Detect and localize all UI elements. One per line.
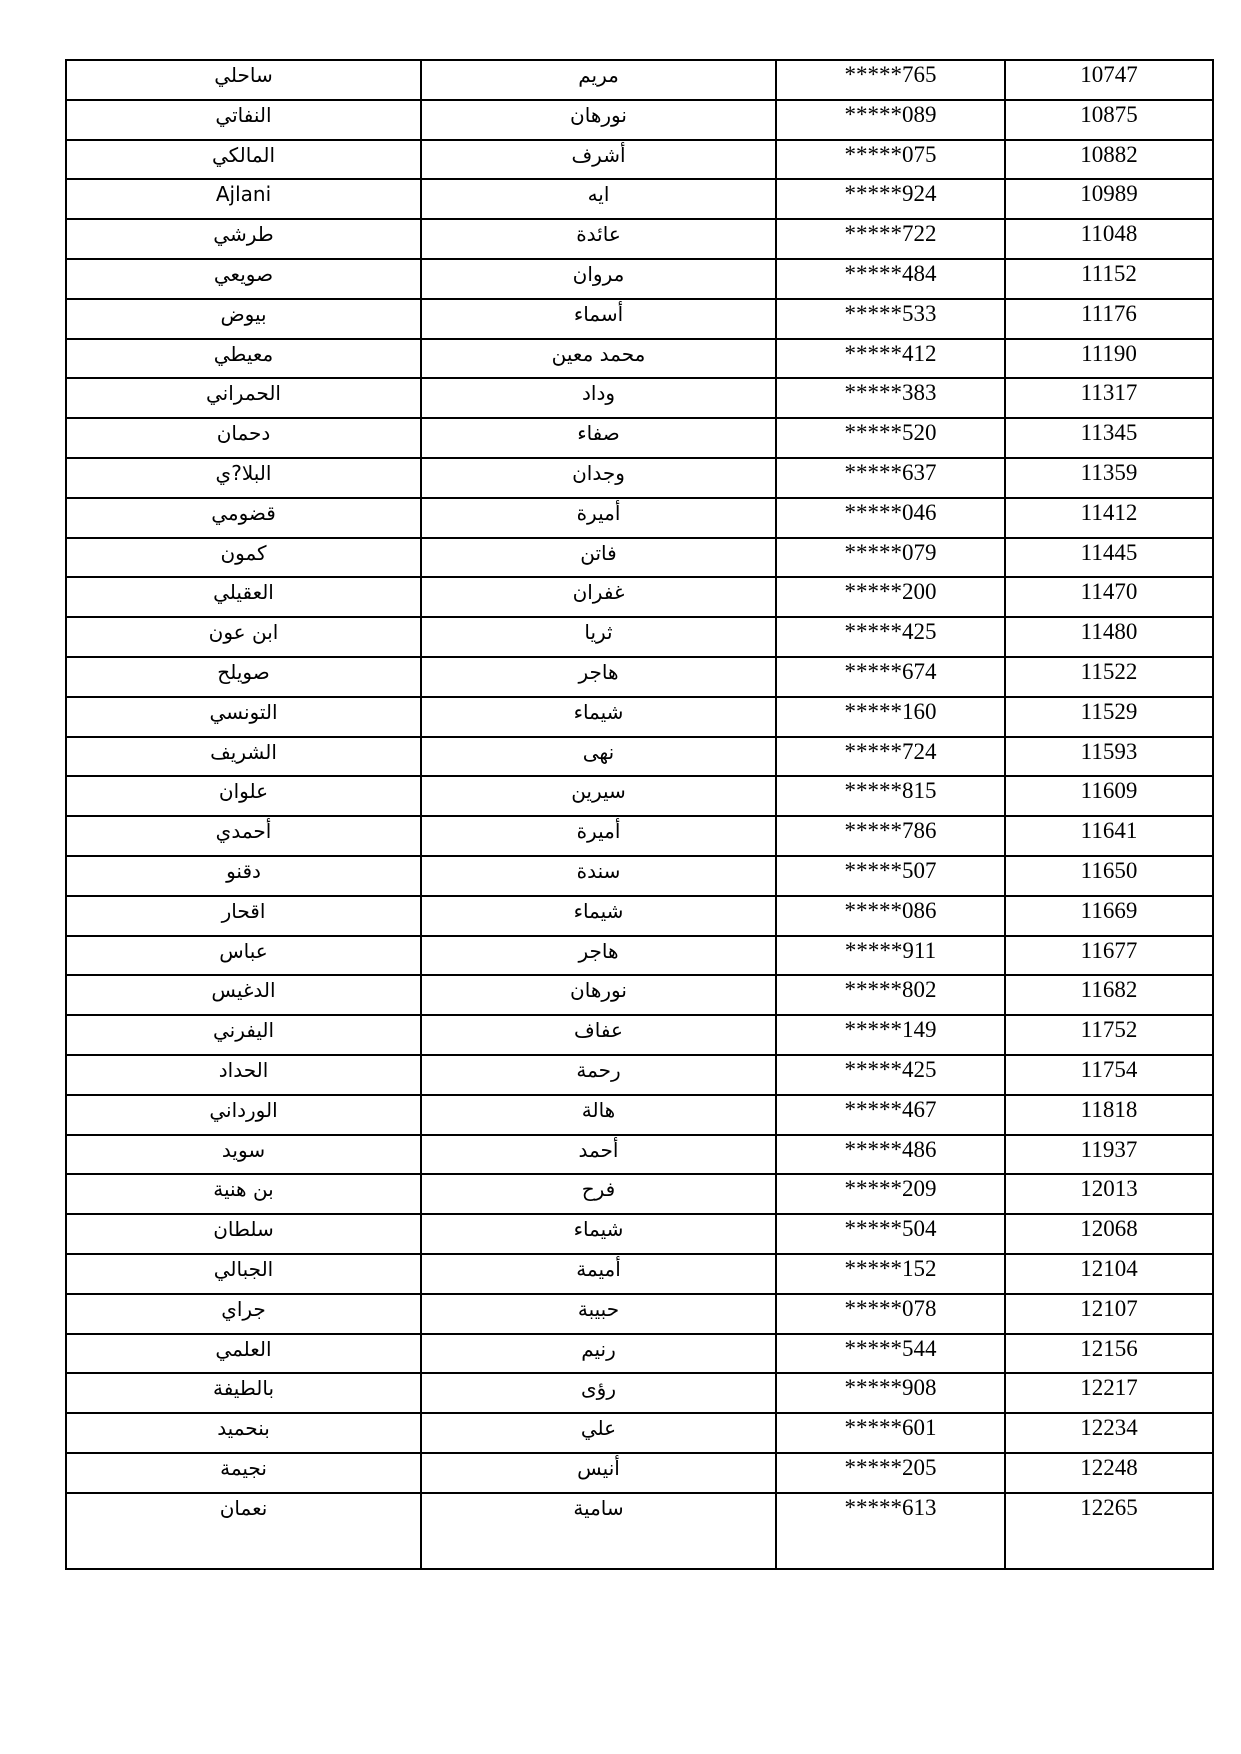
record-number-cell: 11048 — [1005, 219, 1213, 259]
last-name-cell: الشريف — [66, 737, 421, 777]
record-number-cell: 10747 — [1005, 60, 1213, 100]
masked-id-cell: *****149 — [776, 1015, 1005, 1055]
masked-id-cell: *****911 — [776, 936, 1005, 976]
masked-id-cell: *****908 — [776, 1373, 1005, 1413]
last-name-cell: الجبالي — [66, 1254, 421, 1294]
last-name-cell: معيطي — [66, 339, 421, 379]
last-name-cell: المالكي — [66, 140, 421, 180]
first-name-cell: ثريا — [421, 617, 776, 657]
last-name-cell: البلا?ي — [66, 458, 421, 498]
masked-id-cell: *****544 — [776, 1334, 1005, 1374]
record-number-cell: 12217 — [1005, 1373, 1213, 1413]
table-row — [66, 936, 1213, 976]
table-row — [66, 339, 1213, 379]
table-row — [66, 140, 1213, 180]
last-name-cell: صويعي — [66, 259, 421, 299]
first-name-cell: رحمة — [421, 1055, 776, 1095]
record-number-cell: 11677 — [1005, 936, 1213, 976]
record-number-cell: 12104 — [1005, 1254, 1213, 1294]
record-number-cell: 10875 — [1005, 100, 1213, 140]
first-name-cell: مريم — [421, 60, 776, 100]
first-name-cell: أميرة — [421, 816, 776, 856]
first-name-cell: غفران — [421, 577, 776, 617]
masked-id-cell: *****160 — [776, 697, 1005, 737]
table-row — [66, 617, 1213, 657]
first-name-cell: وجدان — [421, 458, 776, 498]
table-row — [66, 776, 1213, 816]
masked-id-cell: *****079 — [776, 538, 1005, 578]
table-row — [66, 259, 1213, 299]
last-name-cell: صويلح — [66, 657, 421, 697]
table-row — [66, 697, 1213, 737]
first-name-cell: نورهان — [421, 100, 776, 140]
first-name-cell: محمد معين — [421, 339, 776, 379]
last-name-cell: اليفرني — [66, 1015, 421, 1055]
last-name-cell: نجيمة — [66, 1453, 421, 1493]
masked-id-cell: *****674 — [776, 657, 1005, 697]
table-row — [66, 975, 1213, 1015]
table-row — [66, 1095, 1213, 1135]
first-name-cell: فرح — [421, 1174, 776, 1214]
first-name-cell: هاجر — [421, 657, 776, 697]
masked-id-cell: *****637 — [776, 458, 1005, 498]
first-name-cell: وداد — [421, 378, 776, 418]
first-name-cell: نورهان — [421, 975, 776, 1015]
record-number-cell: 12265 — [1005, 1493, 1213, 1569]
last-name-cell: دحمان — [66, 418, 421, 458]
record-number-cell: 11190 — [1005, 339, 1213, 379]
record-number-cell: 11317 — [1005, 378, 1213, 418]
masked-id-cell: *****425 — [776, 617, 1005, 657]
record-number-cell: 11650 — [1005, 856, 1213, 896]
last-name-cell: بيوض — [66, 299, 421, 339]
first-name-cell: أميمة — [421, 1254, 776, 1294]
last-name-cell: الدغيس — [66, 975, 421, 1015]
first-name-cell: أحمد — [421, 1135, 776, 1175]
table-row — [66, 219, 1213, 259]
masked-id-cell: *****075 — [776, 140, 1005, 180]
table-row — [66, 498, 1213, 538]
last-name-cell: ابن عون — [66, 617, 421, 657]
first-name-cell: أشرف — [421, 140, 776, 180]
masked-id-cell: *****786 — [776, 816, 1005, 856]
first-name-cell: أنيس — [421, 1453, 776, 1493]
last-name-cell: الورداني — [66, 1095, 421, 1135]
last-name-cell: بالطيفة — [66, 1373, 421, 1413]
record-number-cell: 11641 — [1005, 816, 1213, 856]
table-row — [66, 1174, 1213, 1214]
table-row — [66, 577, 1213, 617]
first-name-cell: نهى — [421, 737, 776, 777]
last-name-cell: العقيلي — [66, 577, 421, 617]
last-name-cell: بن هنية — [66, 1174, 421, 1214]
record-number-cell: 12234 — [1005, 1413, 1213, 1453]
first-name-cell: شيماء — [421, 697, 776, 737]
masked-id-cell: *****507 — [776, 856, 1005, 896]
last-name-cell: الحمراني — [66, 378, 421, 418]
last-name-cell: العلمي — [66, 1334, 421, 1374]
first-name-cell: شيماء — [421, 896, 776, 936]
table-row — [66, 1135, 1213, 1175]
last-name-cell: كمون — [66, 538, 421, 578]
first-name-cell: سيرين — [421, 776, 776, 816]
last-name-cell: علوان — [66, 776, 421, 816]
records-table — [65, 59, 1214, 1570]
table-row — [66, 1493, 1213, 1569]
first-name-cell: عائدة — [421, 219, 776, 259]
last-name-cell: الحداد — [66, 1055, 421, 1095]
record-number-cell: 11176 — [1005, 299, 1213, 339]
record-number-cell: 11470 — [1005, 577, 1213, 617]
table-row — [66, 60, 1213, 100]
last-name-cell: قضومي — [66, 498, 421, 538]
record-number-cell: 11682 — [1005, 975, 1213, 1015]
masked-id-cell: *****486 — [776, 1135, 1005, 1175]
masked-id-cell: *****046 — [776, 498, 1005, 538]
masked-id-cell: *****383 — [776, 378, 1005, 418]
first-name-cell: فاتن — [421, 538, 776, 578]
last-name-cell: دقنو — [66, 856, 421, 896]
table-row — [66, 896, 1213, 936]
masked-id-cell: *****086 — [776, 896, 1005, 936]
record-number-cell: 11480 — [1005, 617, 1213, 657]
record-number-cell: 10882 — [1005, 140, 1213, 180]
masked-id-cell: *****467 — [776, 1095, 1005, 1135]
table-row — [66, 418, 1213, 458]
masked-id-cell: *****209 — [776, 1174, 1005, 1214]
record-number-cell: 11152 — [1005, 259, 1213, 299]
record-number-cell: 11937 — [1005, 1135, 1213, 1175]
masked-id-cell: *****520 — [776, 418, 1005, 458]
masked-id-cell: *****613 — [776, 1493, 1005, 1569]
masked-id-cell: *****425 — [776, 1055, 1005, 1095]
record-number-cell: 11529 — [1005, 697, 1213, 737]
masked-id-cell: *****924 — [776, 179, 1005, 219]
table-row — [66, 1214, 1213, 1254]
record-number-cell: 11593 — [1005, 737, 1213, 777]
masked-id-cell: *****724 — [776, 737, 1005, 777]
last-name-cell: ساحلي — [66, 60, 421, 100]
record-number-cell: 11669 — [1005, 896, 1213, 936]
masked-id-cell: *****089 — [776, 100, 1005, 140]
record-number-cell: 11412 — [1005, 498, 1213, 538]
last-name-cell: سلطان — [66, 1214, 421, 1254]
table-row — [66, 657, 1213, 697]
record-number-cell: 11522 — [1005, 657, 1213, 697]
table-row — [66, 1334, 1213, 1374]
table-row — [66, 1015, 1213, 1055]
masked-id-cell: *****200 — [776, 577, 1005, 617]
table-row — [66, 1294, 1213, 1334]
record-number-cell: 10989 — [1005, 179, 1213, 219]
first-name-cell: مروان — [421, 259, 776, 299]
record-number-cell: 11359 — [1005, 458, 1213, 498]
last-name-cell: أحمدي — [66, 816, 421, 856]
masked-id-cell: *****722 — [776, 219, 1005, 259]
masked-id-cell: *****533 — [776, 299, 1005, 339]
table-row — [66, 378, 1213, 418]
record-number-cell: 12107 — [1005, 1294, 1213, 1334]
record-number-cell: 12156 — [1005, 1334, 1213, 1374]
record-number-cell: 11609 — [1005, 776, 1213, 816]
masked-id-cell: *****412 — [776, 339, 1005, 379]
record-number-cell: 12013 — [1005, 1174, 1213, 1214]
last-name-cell: جراي — [66, 1294, 421, 1334]
table-row — [66, 737, 1213, 777]
masked-id-cell: *****802 — [776, 975, 1005, 1015]
record-number-cell: 11754 — [1005, 1055, 1213, 1095]
table-row — [66, 856, 1213, 896]
record-number-cell: 12068 — [1005, 1214, 1213, 1254]
records-table-body — [66, 60, 1213, 1569]
last-name-cell: Ajlani — [66, 179, 421, 219]
first-name-cell: سامية — [421, 1493, 776, 1569]
table-row — [66, 458, 1213, 498]
first-name-cell: أسماء — [421, 299, 776, 339]
masked-id-cell: *****078 — [776, 1294, 1005, 1334]
first-name-cell: عفاف — [421, 1015, 776, 1055]
last-name-cell: نعمان — [66, 1493, 421, 1569]
first-name-cell: سندة — [421, 856, 776, 896]
masked-id-cell: *****484 — [776, 259, 1005, 299]
last-name-cell: اقحار — [66, 896, 421, 936]
first-name-cell: صفاء — [421, 418, 776, 458]
masked-id-cell: *****152 — [776, 1254, 1005, 1294]
table-row — [66, 299, 1213, 339]
masked-id-cell: *****601 — [776, 1413, 1005, 1453]
record-number-cell: 11752 — [1005, 1015, 1213, 1055]
last-name-cell: سويد — [66, 1135, 421, 1175]
record-number-cell: 11445 — [1005, 538, 1213, 578]
table-row — [66, 100, 1213, 140]
table-row — [66, 816, 1213, 856]
table-row — [66, 538, 1213, 578]
first-name-cell: هاجر — [421, 936, 776, 976]
record-number-cell: 11818 — [1005, 1095, 1213, 1135]
table-row — [66, 179, 1213, 219]
record-number-cell: 11345 — [1005, 418, 1213, 458]
first-name-cell: علي — [421, 1413, 776, 1453]
masked-id-cell: *****765 — [776, 60, 1005, 100]
first-name-cell: حبيبة — [421, 1294, 776, 1334]
first-name-cell: أميرة — [421, 498, 776, 538]
first-name-cell: شيماء — [421, 1214, 776, 1254]
last-name-cell: عباس — [66, 936, 421, 976]
first-name-cell: هالة — [421, 1095, 776, 1135]
masked-id-cell: *****815 — [776, 776, 1005, 816]
first-name-cell: ايه — [421, 179, 776, 219]
table-row — [66, 1453, 1213, 1493]
last-name-cell: طرشي — [66, 219, 421, 259]
first-name-cell: رنيم — [421, 1334, 776, 1374]
masked-id-cell: *****504 — [776, 1214, 1005, 1254]
last-name-cell: بنحميد — [66, 1413, 421, 1453]
last-name-cell: النفاتي — [66, 100, 421, 140]
record-number-cell: 12248 — [1005, 1453, 1213, 1493]
table-row — [66, 1055, 1213, 1095]
table-row — [66, 1413, 1213, 1453]
table-row — [66, 1373, 1213, 1413]
first-name-cell: رؤى — [421, 1373, 776, 1413]
masked-id-cell: *****205 — [776, 1453, 1005, 1493]
last-name-cell: التونسي — [66, 697, 421, 737]
table-row — [66, 1254, 1213, 1294]
